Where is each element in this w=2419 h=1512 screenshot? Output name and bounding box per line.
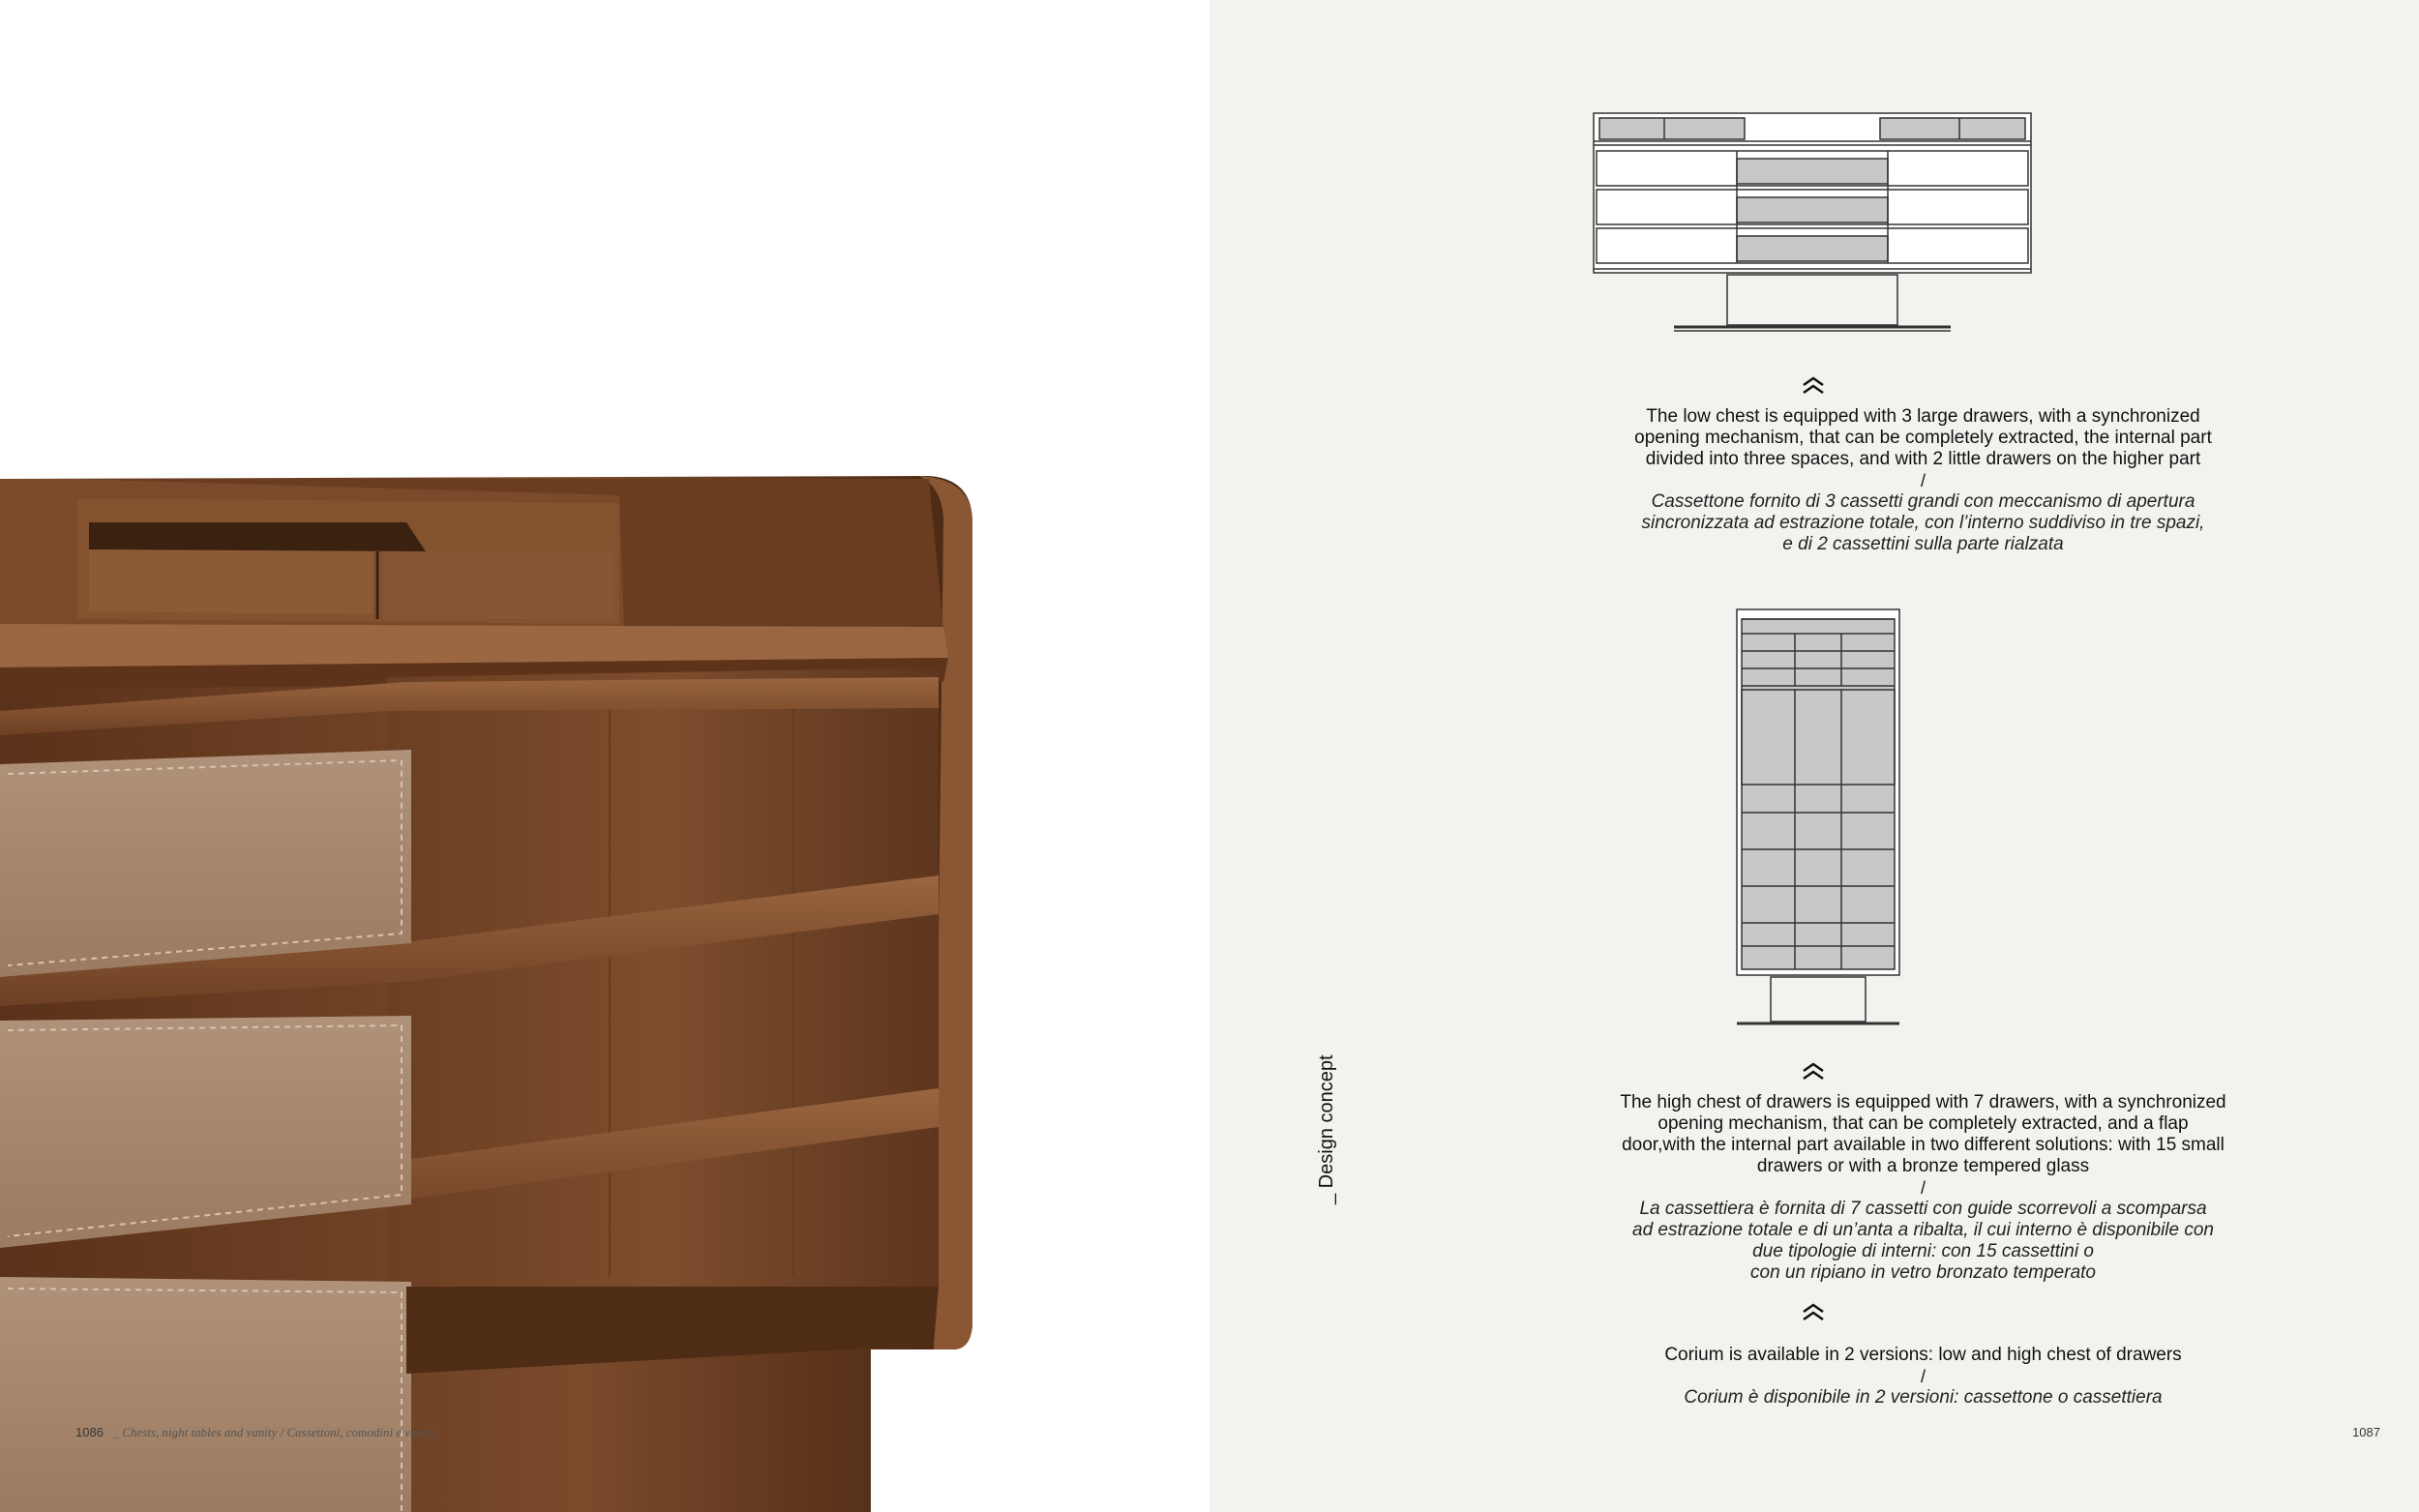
versions-it-line-1: Corium è disponibile in 2 versioni: cassettone o cassettiera xyxy=(1684,1387,2163,1408)
high-chest-it-line-2: ad estrazione totale e di un’anta a ribalta, il cui interno è disponibile con xyxy=(1632,1220,2214,1240)
low-chest-en-line-1: The low chest is equipped with 3 large drawers, with a synchronized xyxy=(1646,406,2200,427)
high-chest-drawing xyxy=(1732,608,1906,1033)
left-folio xyxy=(75,1425,435,1440)
right-page-number: 1087 xyxy=(2352,1425,2380,1439)
high-chest-en-line-1: The high chest of drawers is equipped with 7 drawers, with a synchronized xyxy=(1620,1092,2226,1112)
low-chest-it-line-1: Cassettone fornito di 3 cassetti grandi con meccanismo di apertura xyxy=(1651,491,2195,512)
versions-description xyxy=(1471,1345,2375,1408)
high-chest-description xyxy=(1471,1092,2375,1284)
low-chest-en-line-2: opening mechanism, that can be completely extracted, the internal part xyxy=(1634,428,2212,448)
low-chest-description xyxy=(1471,406,2375,555)
language-divider: / xyxy=(1920,471,1926,490)
high-chest-it-line-4: con un ripiano in vetro bronzato temperato xyxy=(1750,1262,2096,1283)
high-chest-en-line-3: door,with the internal part available in two different solutions: with 15 small xyxy=(1622,1135,2225,1155)
high-chest-it-line-3: due tipologie di interni: con 15 cassettini o xyxy=(1752,1241,2094,1261)
low-chest-it-line-2: sincronizzata ad estrazione totale, con l’interno suddiviso in tre spazi, xyxy=(1641,513,2205,533)
low-chest-it-line-3: e di 2 cassettini sulla parte rialzata xyxy=(1782,534,2064,554)
high-chest-en-line-2: opening mechanism, that can be completely extracted, and a flap xyxy=(1657,1113,2189,1134)
language-divider: / xyxy=(1920,1367,1926,1386)
section-label: _ Chests, night tables and vanity / Cassettoni, comodini e vanity xyxy=(112,1425,436,1439)
chevron-up-icon xyxy=(1801,1302,1826,1321)
low-chest-en-line-3: divided into three spaces, and with 2 little drawers on the higher part xyxy=(1645,449,2201,469)
chevron-up-icon xyxy=(1801,1061,1826,1081)
design-concept-label: _ Design concept xyxy=(1316,1054,1337,1204)
high-chest-en-line-4: drawers or with a bronze tempered glass xyxy=(1756,1156,2090,1176)
left-page-number: 1086 xyxy=(75,1425,104,1439)
versions-en-line-1: Corium is available in 2 versions: low and high chest of drawers xyxy=(1664,1345,2182,1365)
low-chest-drawing xyxy=(1592,108,2046,341)
language-divider: / xyxy=(1920,1178,1926,1198)
chevron-up-icon xyxy=(1801,375,1826,395)
right-page xyxy=(1210,0,2419,1512)
high-chest-it-line-1: La cassettiera è fornita di 7 cassetti con guide scorrevoli a scomparsa xyxy=(1639,1199,2207,1219)
